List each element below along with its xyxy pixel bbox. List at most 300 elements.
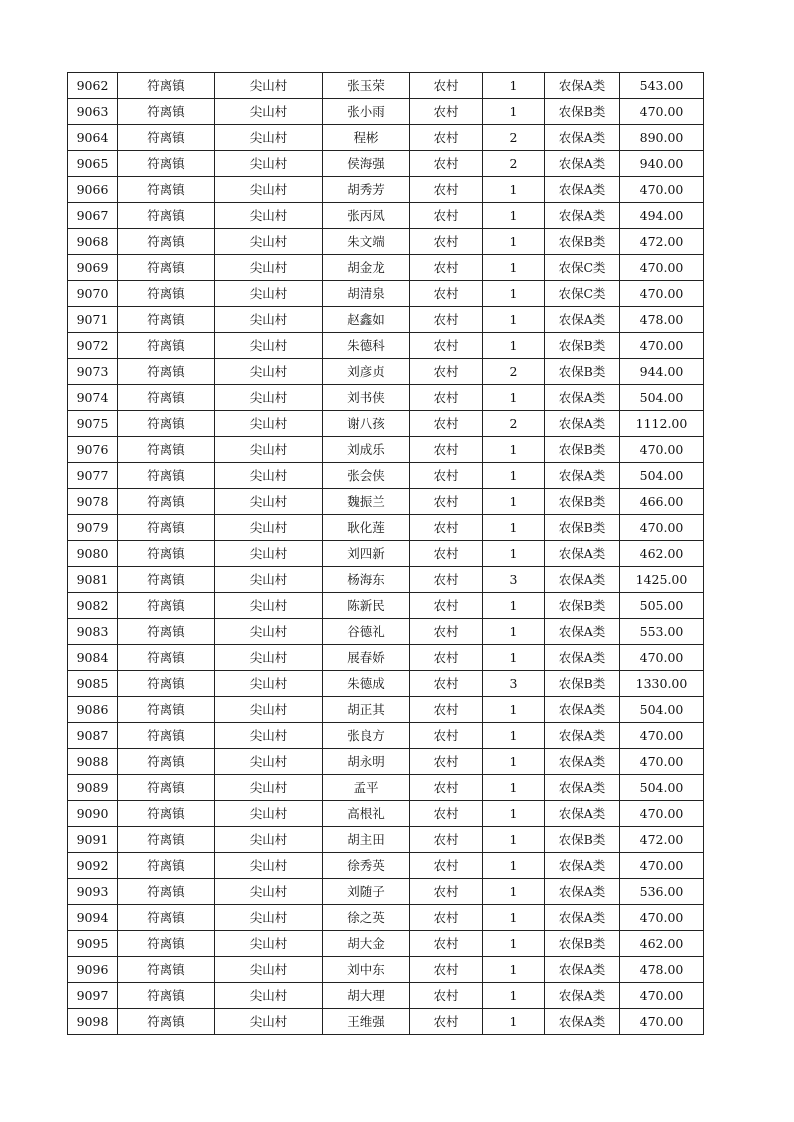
town-cell: 符离镇	[118, 697, 215, 723]
area-type-cell: 农村	[410, 177, 483, 203]
village-cell: 尖山村	[215, 151, 323, 177]
table-row	[68, 723, 704, 749]
town-cell: 符离镇	[118, 619, 215, 645]
area-type-cell: 农村	[410, 541, 483, 567]
town-cell: 符离镇	[118, 515, 215, 541]
household-count-cell: 3	[483, 671, 545, 697]
village-cell: 尖山村	[215, 723, 323, 749]
name-cell: 陈新民	[323, 593, 410, 619]
town-cell: 符离镇	[118, 125, 215, 151]
name-cell: 谢八孩	[323, 411, 410, 437]
name-cell: 胡永明	[323, 749, 410, 775]
area-type-cell: 农村	[410, 671, 483, 697]
area-type-cell: 农村	[410, 931, 483, 957]
row-id-cell: 9091	[68, 827, 118, 853]
row-id-cell: 9064	[68, 125, 118, 151]
amount-cell: 504.00	[620, 385, 704, 411]
area-type-cell: 农村	[410, 307, 483, 333]
roster-table	[67, 72, 704, 1035]
category-cell: 农保A类	[545, 645, 620, 671]
amount-cell: 470.00	[620, 853, 704, 879]
village-cell: 尖山村	[215, 515, 323, 541]
row-id-cell: 9072	[68, 333, 118, 359]
household-count-cell: 1	[483, 853, 545, 879]
town-cell: 符离镇	[118, 99, 215, 125]
village-cell: 尖山村	[215, 203, 323, 229]
table-row	[68, 697, 704, 723]
village-cell: 尖山村	[215, 385, 323, 411]
row-id-cell: 9074	[68, 385, 118, 411]
category-cell: 农保B类	[545, 489, 620, 515]
name-cell: 刘四新	[323, 541, 410, 567]
name-cell: 胡秀芳	[323, 177, 410, 203]
name-cell: 张玉荣	[323, 73, 410, 99]
row-id-cell: 9088	[68, 749, 118, 775]
category-cell: 农保B类	[545, 593, 620, 619]
amount-cell: 470.00	[620, 983, 704, 1009]
amount-cell: 470.00	[620, 723, 704, 749]
town-cell: 符离镇	[118, 749, 215, 775]
name-cell: 刘书侠	[323, 385, 410, 411]
area-type-cell: 农村	[410, 567, 483, 593]
village-cell: 尖山村	[215, 853, 323, 879]
name-cell: 程彬	[323, 125, 410, 151]
row-id-cell: 9082	[68, 593, 118, 619]
village-cell: 尖山村	[215, 567, 323, 593]
name-cell: 王维强	[323, 1009, 410, 1035]
category-cell: 农保A类	[545, 73, 620, 99]
village-cell: 尖山村	[215, 801, 323, 827]
table-row	[68, 671, 704, 697]
village-cell: 尖山村	[215, 437, 323, 463]
table-row	[68, 619, 704, 645]
table-row	[68, 983, 704, 1009]
household-count-cell: 1	[483, 931, 545, 957]
town-cell: 符离镇	[118, 1009, 215, 1035]
area-type-cell: 农村	[410, 255, 483, 281]
table-row	[68, 125, 704, 151]
town-cell: 符离镇	[118, 593, 215, 619]
name-cell: 杨海东	[323, 567, 410, 593]
category-cell: 农保B类	[545, 437, 620, 463]
category-cell: 农保B类	[545, 931, 620, 957]
town-cell: 符离镇	[118, 541, 215, 567]
town-cell: 符离镇	[118, 359, 215, 385]
town-cell: 符离镇	[118, 203, 215, 229]
household-count-cell: 1	[483, 281, 545, 307]
category-cell: 农保A类	[545, 853, 620, 879]
name-cell: 侯海强	[323, 151, 410, 177]
category-cell: 农保B类	[545, 99, 620, 125]
amount-cell: 470.00	[620, 177, 704, 203]
area-type-cell: 农村	[410, 489, 483, 515]
row-id-cell: 9086	[68, 697, 118, 723]
table-row	[68, 905, 704, 931]
table-row	[68, 853, 704, 879]
town-cell: 符离镇	[118, 645, 215, 671]
category-cell: 农保B类	[545, 671, 620, 697]
town-cell: 符离镇	[118, 931, 215, 957]
household-count-cell: 1	[483, 1009, 545, 1035]
category-cell: 农保A类	[545, 749, 620, 775]
town-cell: 符离镇	[118, 255, 215, 281]
table-row	[68, 255, 704, 281]
name-cell: 张丙凤	[323, 203, 410, 229]
table-row	[68, 463, 704, 489]
category-cell: 农保B类	[545, 359, 620, 385]
area-type-cell: 农村	[410, 619, 483, 645]
town-cell: 符离镇	[118, 489, 215, 515]
category-cell: 农保A类	[545, 1009, 620, 1035]
household-count-cell: 1	[483, 775, 545, 801]
village-cell: 尖山村	[215, 957, 323, 983]
town-cell: 符离镇	[118, 723, 215, 749]
table-row	[68, 593, 704, 619]
area-type-cell: 农村	[410, 905, 483, 931]
name-cell: 胡清泉	[323, 281, 410, 307]
name-cell: 赵鑫如	[323, 307, 410, 333]
category-cell: 农保B类	[545, 827, 620, 853]
amount-cell: 470.00	[620, 749, 704, 775]
name-cell: 耿化莲	[323, 515, 410, 541]
amount-cell: 944.00	[620, 359, 704, 385]
row-id-cell: 9098	[68, 1009, 118, 1035]
area-type-cell: 农村	[410, 775, 483, 801]
name-cell: 胡主田	[323, 827, 410, 853]
household-count-cell: 1	[483, 619, 545, 645]
amount-cell: 470.00	[620, 281, 704, 307]
village-cell: 尖山村	[215, 99, 323, 125]
category-cell: 农保B类	[545, 229, 620, 255]
village-cell: 尖山村	[215, 619, 323, 645]
village-cell: 尖山村	[215, 645, 323, 671]
row-id-cell: 9066	[68, 177, 118, 203]
table-row	[68, 177, 704, 203]
row-id-cell: 9089	[68, 775, 118, 801]
village-cell: 尖山村	[215, 307, 323, 333]
village-cell: 尖山村	[215, 463, 323, 489]
category-cell: 农保A类	[545, 619, 620, 645]
town-cell: 符离镇	[118, 229, 215, 255]
amount-cell: 504.00	[620, 775, 704, 801]
name-cell: 胡金龙	[323, 255, 410, 281]
row-id-cell: 9077	[68, 463, 118, 489]
area-type-cell: 农村	[410, 359, 483, 385]
area-type-cell: 农村	[410, 1009, 483, 1035]
area-type-cell: 农村	[410, 333, 483, 359]
amount-cell: 1330.00	[620, 671, 704, 697]
village-cell: 尖山村	[215, 593, 323, 619]
amount-cell: 472.00	[620, 827, 704, 853]
amount-cell: 462.00	[620, 931, 704, 957]
village-cell: 尖山村	[215, 541, 323, 567]
area-type-cell: 农村	[410, 411, 483, 437]
table-row	[68, 281, 704, 307]
amount-cell: 1112.00	[620, 411, 704, 437]
row-id-cell: 9084	[68, 645, 118, 671]
table-row	[68, 151, 704, 177]
table-row	[68, 931, 704, 957]
table-row	[68, 99, 704, 125]
town-cell: 符离镇	[118, 983, 215, 1009]
household-count-cell: 1	[483, 801, 545, 827]
household-count-cell: 1	[483, 229, 545, 255]
amount-cell: 504.00	[620, 463, 704, 489]
table-row	[68, 359, 704, 385]
town-cell: 符离镇	[118, 463, 215, 489]
row-id-cell: 9095	[68, 931, 118, 957]
town-cell: 符离镇	[118, 333, 215, 359]
town-cell: 符离镇	[118, 151, 215, 177]
village-cell: 尖山村	[215, 489, 323, 515]
household-count-cell: 1	[483, 463, 545, 489]
category-cell: 农保A类	[545, 177, 620, 203]
category-cell: 农保A类	[545, 541, 620, 567]
row-id-cell: 9092	[68, 853, 118, 879]
amount-cell: 940.00	[620, 151, 704, 177]
table-row	[68, 489, 704, 515]
category-cell: 农保A类	[545, 411, 620, 437]
amount-cell: 470.00	[620, 905, 704, 931]
category-cell: 农保A类	[545, 983, 620, 1009]
row-id-cell: 9083	[68, 619, 118, 645]
amount-cell: 470.00	[620, 515, 704, 541]
household-count-cell: 1	[483, 489, 545, 515]
household-count-cell: 2	[483, 151, 545, 177]
category-cell: 农保A类	[545, 385, 620, 411]
household-count-cell: 2	[483, 359, 545, 385]
area-type-cell: 农村	[410, 99, 483, 125]
town-cell: 符离镇	[118, 307, 215, 333]
row-id-cell: 9097	[68, 983, 118, 1009]
town-cell: 符离镇	[118, 73, 215, 99]
row-id-cell: 9085	[68, 671, 118, 697]
row-id-cell: 9093	[68, 879, 118, 905]
category-cell: 农保A类	[545, 697, 620, 723]
household-count-cell: 1	[483, 983, 545, 1009]
category-cell: 农保B类	[545, 515, 620, 541]
household-count-cell: 1	[483, 99, 545, 125]
household-count-cell: 1	[483, 827, 545, 853]
row-id-cell: 9071	[68, 307, 118, 333]
amount-cell: 470.00	[620, 255, 704, 281]
row-id-cell: 9062	[68, 73, 118, 99]
town-cell: 符离镇	[118, 567, 215, 593]
household-count-cell: 1	[483, 749, 545, 775]
household-count-cell: 3	[483, 567, 545, 593]
amount-cell: 553.00	[620, 619, 704, 645]
row-id-cell: 9065	[68, 151, 118, 177]
name-cell: 孟平	[323, 775, 410, 801]
category-cell: 农保A类	[545, 151, 620, 177]
area-type-cell: 农村	[410, 853, 483, 879]
name-cell: 谷德礼	[323, 619, 410, 645]
category-cell: 农保A类	[545, 125, 620, 151]
household-count-cell: 2	[483, 411, 545, 437]
row-id-cell: 9076	[68, 437, 118, 463]
household-count-cell: 1	[483, 723, 545, 749]
name-cell: 刘中东	[323, 957, 410, 983]
row-id-cell: 9094	[68, 905, 118, 931]
amount-cell: 472.00	[620, 229, 704, 255]
row-id-cell: 9090	[68, 801, 118, 827]
name-cell: 朱德成	[323, 671, 410, 697]
household-count-cell: 1	[483, 957, 545, 983]
village-cell: 尖山村	[215, 697, 323, 723]
table-row	[68, 73, 704, 99]
amount-cell: 470.00	[620, 333, 704, 359]
household-count-cell: 1	[483, 905, 545, 931]
household-count-cell: 1	[483, 541, 545, 567]
row-id-cell: 9070	[68, 281, 118, 307]
amount-cell: 543.00	[620, 73, 704, 99]
category-cell: 农保C类	[545, 255, 620, 281]
table-row	[68, 879, 704, 905]
area-type-cell: 农村	[410, 827, 483, 853]
village-cell: 尖山村	[215, 125, 323, 151]
area-type-cell: 农村	[410, 281, 483, 307]
household-count-cell: 1	[483, 203, 545, 229]
amount-cell: 505.00	[620, 593, 704, 619]
row-id-cell: 9075	[68, 411, 118, 437]
village-cell: 尖山村	[215, 177, 323, 203]
village-cell: 尖山村	[215, 827, 323, 853]
name-cell: 朱文端	[323, 229, 410, 255]
name-cell: 胡大理	[323, 983, 410, 1009]
village-cell: 尖山村	[215, 359, 323, 385]
area-type-cell: 农村	[410, 463, 483, 489]
village-cell: 尖山村	[215, 255, 323, 281]
row-id-cell: 9080	[68, 541, 118, 567]
row-id-cell: 9073	[68, 359, 118, 385]
town-cell: 符离镇	[118, 957, 215, 983]
household-count-cell: 1	[483, 177, 545, 203]
town-cell: 符离镇	[118, 801, 215, 827]
household-count-cell: 1	[483, 437, 545, 463]
area-type-cell: 农村	[410, 203, 483, 229]
household-count-cell: 1	[483, 697, 545, 723]
village-cell: 尖山村	[215, 281, 323, 307]
row-id-cell: 9079	[68, 515, 118, 541]
row-id-cell: 9068	[68, 229, 118, 255]
roster-body	[68, 73, 704, 1035]
name-cell: 展春娇	[323, 645, 410, 671]
area-type-cell: 农村	[410, 645, 483, 671]
area-type-cell: 农村	[410, 593, 483, 619]
village-cell: 尖山村	[215, 411, 323, 437]
area-type-cell: 农村	[410, 879, 483, 905]
household-count-cell: 1	[483, 255, 545, 281]
area-type-cell: 农村	[410, 73, 483, 99]
area-type-cell: 农村	[410, 957, 483, 983]
category-cell: 农保A类	[545, 957, 620, 983]
row-id-cell: 9078	[68, 489, 118, 515]
table-row	[68, 437, 704, 463]
village-cell: 尖山村	[215, 1009, 323, 1035]
household-count-cell: 1	[483, 385, 545, 411]
table-row	[68, 385, 704, 411]
amount-cell: 494.00	[620, 203, 704, 229]
category-cell: 农保A类	[545, 723, 620, 749]
household-count-cell: 1	[483, 73, 545, 99]
town-cell: 符离镇	[118, 177, 215, 203]
table-row	[68, 1009, 704, 1035]
village-cell: 尖山村	[215, 775, 323, 801]
town-cell: 符离镇	[118, 775, 215, 801]
amount-cell: 470.00	[620, 645, 704, 671]
category-cell: 农保A类	[545, 905, 620, 931]
amount-cell: 470.00	[620, 99, 704, 125]
table-row	[68, 307, 704, 333]
town-cell: 符离镇	[118, 905, 215, 931]
name-cell: 张会侠	[323, 463, 410, 489]
household-count-cell: 2	[483, 125, 545, 151]
amount-cell: 478.00	[620, 957, 704, 983]
village-cell: 尖山村	[215, 73, 323, 99]
town-cell: 符离镇	[118, 281, 215, 307]
category-cell: 农保A类	[545, 879, 620, 905]
name-cell: 刘彦贞	[323, 359, 410, 385]
area-type-cell: 农村	[410, 125, 483, 151]
table-row	[68, 229, 704, 255]
amount-cell: 470.00	[620, 437, 704, 463]
area-type-cell: 农村	[410, 385, 483, 411]
table-row	[68, 333, 704, 359]
row-id-cell: 9069	[68, 255, 118, 281]
row-id-cell: 9096	[68, 957, 118, 983]
town-cell: 符离镇	[118, 827, 215, 853]
category-cell: 农保C类	[545, 281, 620, 307]
table-row	[68, 567, 704, 593]
category-cell: 农保A类	[545, 463, 620, 489]
area-type-cell: 农村	[410, 151, 483, 177]
name-cell: 胡大金	[323, 931, 410, 957]
amount-cell: 1425.00	[620, 567, 704, 593]
area-type-cell: 农村	[410, 437, 483, 463]
amount-cell: 536.00	[620, 879, 704, 905]
table-row	[68, 801, 704, 827]
category-cell: 农保A类	[545, 775, 620, 801]
village-cell: 尖山村	[215, 229, 323, 255]
table-row	[68, 775, 704, 801]
table-row	[68, 203, 704, 229]
area-type-cell: 农村	[410, 801, 483, 827]
area-type-cell: 农村	[410, 229, 483, 255]
row-id-cell: 9063	[68, 99, 118, 125]
town-cell: 符离镇	[118, 411, 215, 437]
table-row	[68, 645, 704, 671]
table-row	[68, 827, 704, 853]
table-row	[68, 957, 704, 983]
name-cell: 张良方	[323, 723, 410, 749]
name-cell: 刘随子	[323, 879, 410, 905]
category-cell: 农保A类	[545, 307, 620, 333]
area-type-cell: 农村	[410, 723, 483, 749]
amount-cell: 470.00	[620, 801, 704, 827]
amount-cell: 890.00	[620, 125, 704, 151]
area-type-cell: 农村	[410, 515, 483, 541]
village-cell: 尖山村	[215, 749, 323, 775]
name-cell: 朱德科	[323, 333, 410, 359]
category-cell: 农保A类	[545, 203, 620, 229]
village-cell: 尖山村	[215, 671, 323, 697]
name-cell: 张小雨	[323, 99, 410, 125]
area-type-cell: 农村	[410, 983, 483, 1009]
household-count-cell: 1	[483, 879, 545, 905]
amount-cell: 466.00	[620, 489, 704, 515]
table-row	[68, 749, 704, 775]
household-count-cell: 1	[483, 515, 545, 541]
